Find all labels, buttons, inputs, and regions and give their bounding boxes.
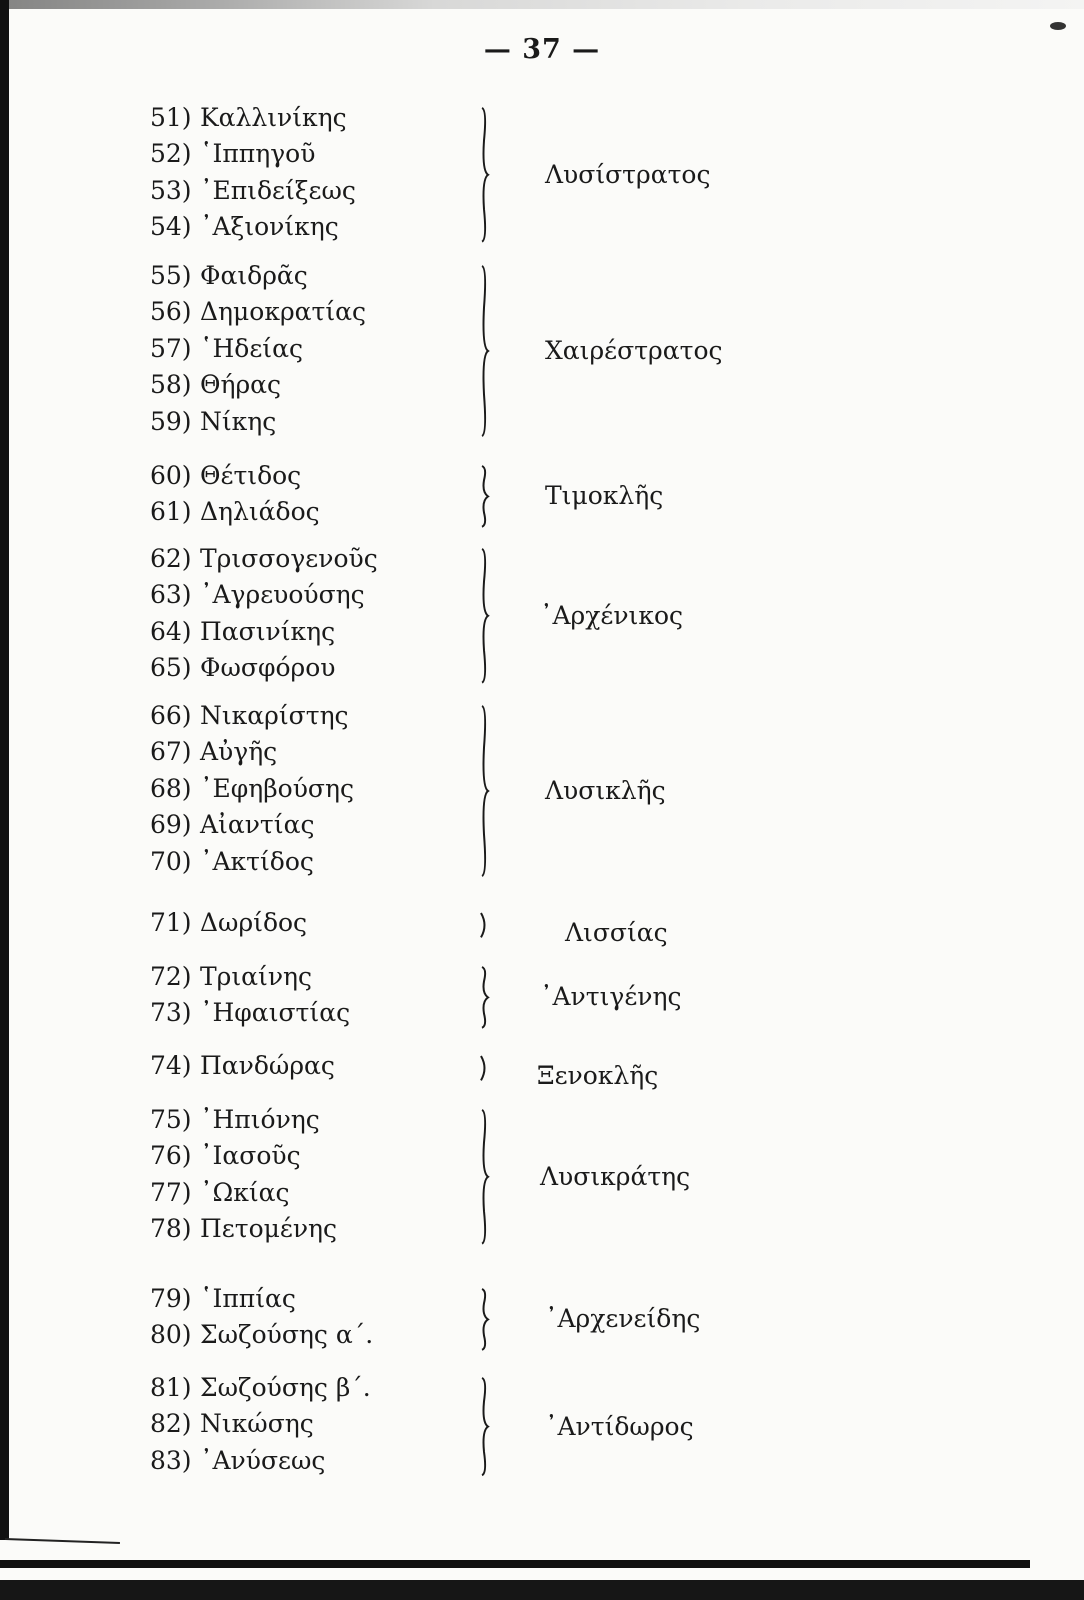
brace-mark <box>478 1376 494 1477</box>
brace-mark <box>478 1287 494 1352</box>
entry-name: Θήρας <box>200 370 282 400</box>
entry-name: ᾿Επιδείξεως <box>200 175 356 205</box>
entry-name: ᾿Ωκίας <box>200 1177 290 1207</box>
list-item <box>150 773 354 805</box>
scan-speck <box>1050 22 1066 30</box>
scan-edge-left <box>0 0 9 1540</box>
entry-name: ᾿Αξιονίκης <box>200 212 339 242</box>
list-item <box>150 1283 296 1315</box>
list-item <box>150 333 303 365</box>
entry-name: Νικαρίστης <box>200 701 349 730</box>
entry-name: Τριαίνης <box>200 962 313 991</box>
entry-name: Πανδώρας <box>200 1051 335 1080</box>
list-item <box>150 1445 325 1477</box>
entry-number: 79) <box>150 1284 192 1313</box>
list-item <box>150 1213 337 1245</box>
entry-number: 52) <box>150 139 192 169</box>
entry-number: 66) <box>150 701 192 730</box>
entry-number: 64) <box>150 616 192 646</box>
brace-mark <box>478 1108 494 1246</box>
brace-mark <box>478 965 494 1030</box>
entry-number: 56) <box>150 297 192 327</box>
list-item <box>150 1319 373 1351</box>
list-item <box>150 406 276 438</box>
entry-number: 62) <box>150 544 192 573</box>
entry-name: ᾿Ακτίδος <box>200 846 314 876</box>
entry-number: 78) <box>150 1214 192 1244</box>
list-item <box>150 736 277 768</box>
list-item <box>150 997 350 1029</box>
entry-number: 54) <box>150 212 192 242</box>
list-item <box>150 652 335 684</box>
entry-number: 68) <box>150 773 192 803</box>
entry-name: Δωρίδος <box>200 908 308 937</box>
entry-number: 58) <box>150 370 192 400</box>
list-item <box>150 907 307 939</box>
page-number: — 37 — <box>483 34 601 65</box>
entry-name: Τρισσογενοῦς <box>200 544 378 573</box>
list-item <box>150 579 365 611</box>
brace-mark <box>478 547 494 685</box>
list-item <box>150 138 315 170</box>
group-label: ᾿Αρχενείδης <box>545 1304 701 1334</box>
entry-number: 77) <box>150 1177 192 1207</box>
entry-number: 61) <box>150 497 192 527</box>
group-label: ᾿Αρχένικος <box>540 600 684 630</box>
entry-name: Θέτιδος <box>200 461 302 490</box>
entry-number: 67) <box>150 737 192 767</box>
entry-number: 83) <box>150 1445 192 1475</box>
entry-name: Πασινίκης <box>200 616 336 646</box>
list-item <box>150 1372 371 1404</box>
list-item <box>150 369 281 401</box>
brace-mark <box>478 704 494 878</box>
entry-name: Αὐγῆς <box>200 737 278 767</box>
entry-number: 72) <box>150 962 192 991</box>
entry-number: 65) <box>150 653 192 683</box>
entry-name: ᾿Ιασοῦς <box>200 1141 301 1171</box>
entry-number: 80) <box>150 1320 192 1350</box>
entry-name: Δημοκρατίας <box>200 297 367 327</box>
entry-name: ᾿Εφηβούσης <box>200 773 354 803</box>
group-label: Λυσικράτης <box>540 1161 691 1191</box>
brace-mark <box>478 911 494 939</box>
group-label: Λισσίας <box>565 918 668 948</box>
brace-mark <box>478 464 494 529</box>
scan-edge-top <box>0 0 1084 9</box>
brace-mark <box>478 1054 494 1082</box>
group-label: ᾿Αντίδωρος <box>545 1411 694 1441</box>
brace-mark <box>478 264 494 438</box>
list-item <box>150 211 339 243</box>
group-label: ᾿Αντιγένης <box>540 982 682 1012</box>
group-label: Λυσίστρατος <box>545 159 711 189</box>
entry-number: 63) <box>150 580 192 610</box>
list-item <box>150 1177 290 1209</box>
group-label: Τιμοκλῆς <box>545 481 664 511</box>
group-label: Ξενοκλῆς <box>537 1061 659 1091</box>
brace-mark <box>478 106 494 244</box>
entry-number: 81) <box>150 1373 192 1402</box>
group-label: Λυσικλῆς <box>545 776 666 805</box>
entry-number: 82) <box>150 1409 192 1439</box>
entry-name: ᾿Ηπιόνης <box>200 1105 320 1134</box>
entry-name: ᾿Ανύσεως <box>200 1445 326 1475</box>
entry-number: 74) <box>150 1051 192 1080</box>
list-item <box>150 616 335 648</box>
entry-number: 73) <box>150 998 192 1028</box>
entry-name: Πετομένης <box>200 1214 338 1244</box>
scan-edge-bottom <box>0 1580 1084 1600</box>
entry-number: 70) <box>150 846 192 876</box>
list-item <box>150 1140 301 1172</box>
entry-name: Σωζούσης α΄. <box>200 1320 374 1350</box>
list-item <box>150 1050 335 1082</box>
entry-name: ῾Ιππηγοῦ <box>200 139 316 169</box>
entry-name: Φαιδρᾶς <box>200 261 308 290</box>
scan-stroke <box>5 1538 120 1544</box>
list-item <box>150 175 356 207</box>
entry-name: Αἰαντίας <box>200 810 315 840</box>
list-item <box>150 846 314 878</box>
entry-name: Σωζούσης β΄. <box>200 1373 371 1402</box>
list-item <box>150 102 347 134</box>
entry-number: 57) <box>150 333 192 363</box>
entry-number: 69) <box>150 810 192 840</box>
entry-name: ᾿Ηφαιστίας <box>200 998 351 1028</box>
entry-number: 53) <box>150 175 192 205</box>
scan-edge-bottom-line <box>0 1560 1030 1568</box>
entry-number: 59) <box>150 406 192 436</box>
list-item <box>150 496 320 528</box>
entry-name: Νίκης <box>200 406 277 436</box>
list-item <box>150 296 366 328</box>
entry-name: Φωσφόρου <box>200 653 336 683</box>
list-item <box>150 809 314 841</box>
entry-name: Νικώσης <box>200 1409 314 1439</box>
list-item <box>150 543 378 575</box>
entry-number: 71) <box>150 908 192 937</box>
entry-number: 51) <box>150 103 192 132</box>
list-item <box>150 700 349 732</box>
list-item <box>150 961 312 993</box>
list-item <box>150 1104 320 1136</box>
group-label: Χαιρέστρατος <box>545 336 723 365</box>
entry-number: 75) <box>150 1105 192 1134</box>
entry-name: ᾿Αγρευούσης <box>200 580 365 610</box>
entry-name: Καλλινίκης <box>200 103 347 132</box>
list-item <box>150 460 301 492</box>
entry-name: Δηλιάδος <box>200 497 320 527</box>
entry-number: 60) <box>150 461 192 490</box>
entry-number: 55) <box>150 261 192 290</box>
entry-name: ῾Ιππίας <box>200 1284 296 1313</box>
entry-number: 76) <box>150 1141 192 1171</box>
list-item <box>150 260 308 292</box>
entry-name: ῾Ηδείας <box>200 333 303 363</box>
list-item <box>150 1408 314 1440</box>
